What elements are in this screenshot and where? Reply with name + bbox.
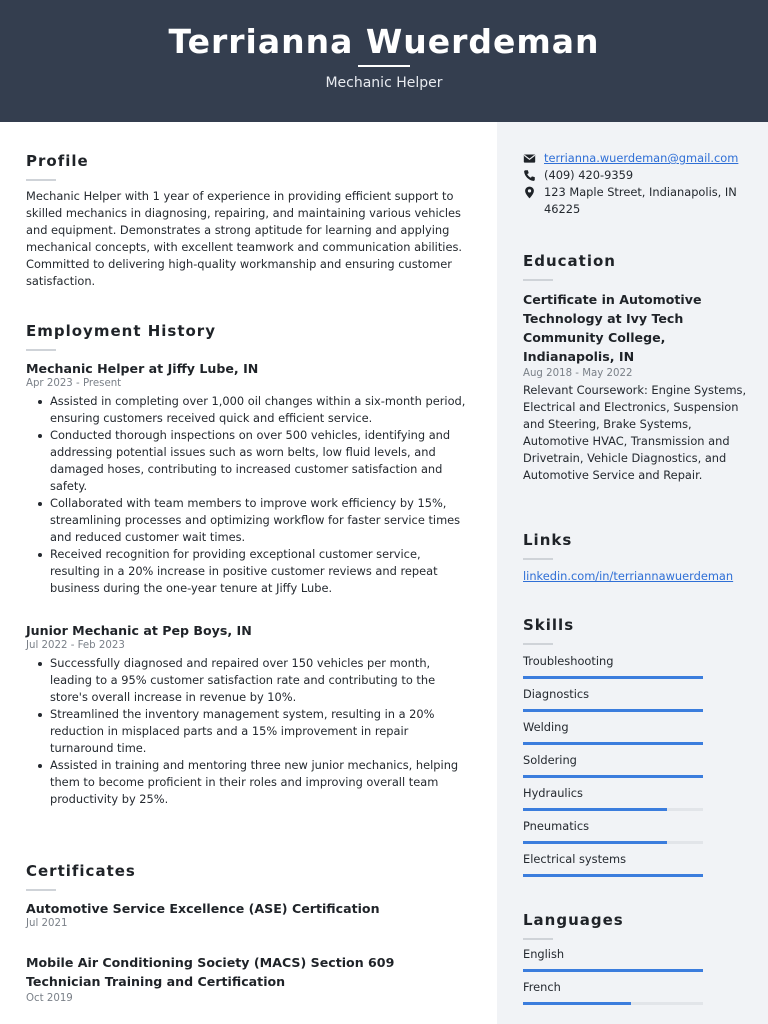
section-title-skills: Skills	[523, 616, 575, 634]
job-entry	[26, 361, 472, 597]
skill-level-fill	[523, 1002, 631, 1005]
section-title-employment: Employment History	[26, 322, 216, 340]
skill-level-bar	[523, 742, 703, 745]
envelope-icon	[523, 152, 536, 165]
skill-label: Hydraulics	[523, 786, 583, 800]
skill-item	[523, 687, 748, 720]
map-pin-icon	[523, 186, 536, 199]
skill-label: Soldering	[523, 753, 577, 767]
list-item: Received recognition for providing exceptional customer service, resulting in a 20% increase in positive customer reviews and repeat business during the one-year tenure at Jiffy Lube.	[26, 546, 472, 597]
certificate-title: Automotive Service Excellence (ASE) Certification	[26, 901, 380, 916]
skill-level-fill	[523, 808, 667, 811]
section-title-links: Links	[523, 531, 573, 549]
section-divider	[523, 643, 553, 645]
contact-email	[523, 150, 748, 167]
address-text: 123 Maple Street, Indianapolis, IN 46225	[544, 185, 737, 216]
section-divider	[26, 889, 56, 891]
profile-section	[26, 152, 472, 290]
section-divider	[523, 558, 553, 560]
job-bullets	[26, 393, 472, 597]
employment-section	[26, 322, 472, 808]
email-link[interactable]: terrianna.wuerdeman@gmail.com	[544, 151, 739, 165]
phone-number: (409) 420-9359	[544, 168, 634, 182]
languages-list	[523, 947, 748, 1013]
linkedin-link[interactable]: linkedin.com/in/terriannawuerdeman	[523, 569, 734, 583]
skill-level-fill	[523, 874, 703, 877]
skill-item	[523, 819, 748, 852]
certificates-section	[26, 862, 472, 1004]
job-entry-date: Apr 2023 - Present	[26, 378, 122, 389]
skill-level-bar	[523, 969, 703, 972]
certificate-date: Oct 2019	[26, 993, 73, 1004]
links-section	[523, 531, 748, 585]
contact-address	[523, 184, 748, 218]
certificate-date: Jul 2021	[26, 918, 68, 929]
job-entry-date: Jul 2022 - Feb 2023	[26, 640, 125, 651]
skills-list	[523, 654, 748, 885]
skill-item	[523, 720, 748, 753]
header-divider	[358, 65, 410, 67]
contact-phone	[523, 167, 748, 184]
skills-section	[523, 616, 748, 885]
education-degree: Certificate in Automotive Technology at Ivy Tech Community College, Indianapolis, IN	[523, 292, 702, 364]
skill-label: English	[523, 947, 565, 961]
job-bullets	[26, 655, 472, 808]
section-title-certificates: Certificates	[26, 862, 136, 880]
skill-level-fill	[523, 676, 703, 679]
list-item: Streamlined the inventory management system, resulting in a 20% reduction in misplaced parts and a 15% improvement in repair turnaround time.	[26, 706, 472, 757]
skill-level-fill	[523, 841, 667, 844]
skill-item	[523, 980, 748, 1013]
job-entry-title: Junior Mechanic at Pep Boys, IN	[26, 623, 252, 638]
skill-label: Pneumatics	[523, 819, 590, 833]
skill-level-fill	[523, 709, 703, 712]
list-item: Assisted in training and mentoring three new junior mechanics, helping them to become proficient in their roles and improving overall team productivity by 25%.	[26, 757, 472, 808]
list-item: Conducted thorough inspections on over 500 vehicles, identifying and addressing potential issues such as worn belts, low fluid levels, and damaged hoses, contributing to increased customer satisfaction and safety.	[26, 427, 472, 495]
skill-level-fill	[523, 969, 703, 972]
section-title-education: Education	[523, 252, 616, 270]
skill-item	[523, 786, 748, 819]
skill-label: French	[523, 980, 561, 994]
section-title-languages: Languages	[523, 911, 624, 929]
list-item: Assisted in completing over 1,000 oil changes within a six-month period, ensuring customers received quick and efficient service.	[26, 393, 472, 427]
education-description: Relevant Coursework: Engine Systems, Electrical and Electronics, Suspension and Steering, Brake Systems, Automotive HVAC, Transmission and Drivetrain, Vehicle Diagnostics, and Automotive Service and Repair.	[523, 383, 747, 482]
certificate-entry	[26, 901, 472, 929]
languages-section	[523, 911, 748, 1013]
education-date: Aug 2018 - May 2022	[523, 368, 633, 379]
education-section	[523, 252, 748, 484]
certificate-title: Mobile Air Conditioning Society (MACS) Section 609 Technician Training and Certification	[26, 955, 395, 989]
skill-item	[523, 654, 748, 687]
phone-icon	[523, 169, 536, 182]
section-divider	[26, 179, 56, 181]
skill-label: Troubleshooting	[523, 654, 614, 668]
resume-header	[0, 0, 768, 122]
skill-level-bar	[523, 676, 703, 679]
sidebar	[497, 122, 768, 1024]
skill-item	[523, 753, 748, 786]
section-divider	[523, 938, 553, 940]
candidate-name: Terrianna Wuerdeman	[168, 22, 600, 61]
skill-label: Welding	[523, 720, 569, 734]
skill-item	[523, 852, 748, 885]
skill-label: Diagnostics	[523, 687, 590, 701]
skill-level-bar	[523, 775, 703, 778]
list-item: Collaborated with team members to improve work efficiency by 15%, streamlining processes and optimizing workflow for faster service times and reduced customer wait times.	[26, 495, 472, 546]
section-divider	[26, 349, 56, 351]
skill-level-bar	[523, 841, 703, 844]
contact-section	[523, 150, 748, 218]
skill-item	[523, 947, 748, 980]
certificate-entry	[26, 953, 472, 1004]
skill-level-bar	[523, 1002, 703, 1005]
skill-level-bar	[523, 808, 703, 811]
skill-level-bar	[523, 874, 703, 877]
skill-level-fill	[523, 775, 703, 778]
list-item: Successfully diagnosed and repaired over 150 vehicles per month, leading to a 95% customer satisfaction rate and contributing to the store's overall increase in revenue by 10%.	[26, 655, 472, 706]
skill-label: Electrical systems	[523, 852, 627, 866]
job-title: Mechanic Helper	[325, 75, 443, 91]
section-title-profile: Profile	[26, 152, 89, 170]
job-entry-title: Mechanic Helper at Jiffy Lube, IN	[26, 361, 259, 376]
skill-level-bar	[523, 709, 703, 712]
job-entry	[26, 623, 472, 808]
skill-level-fill	[523, 742, 703, 745]
section-divider	[523, 279, 553, 281]
profile-text: Mechanic Helper with 1 year of experience in providing efficient support to skilled mechanics in diagnosing, repairing, and maintaining various vehicles and equipment. Demonstrates a strong aptitude for learning and applying mechanical concepts, with excellent teamwork and communication abilities. Committed to delivering high-quality workmanship and ensuring customer satisfaction.	[26, 189, 463, 288]
